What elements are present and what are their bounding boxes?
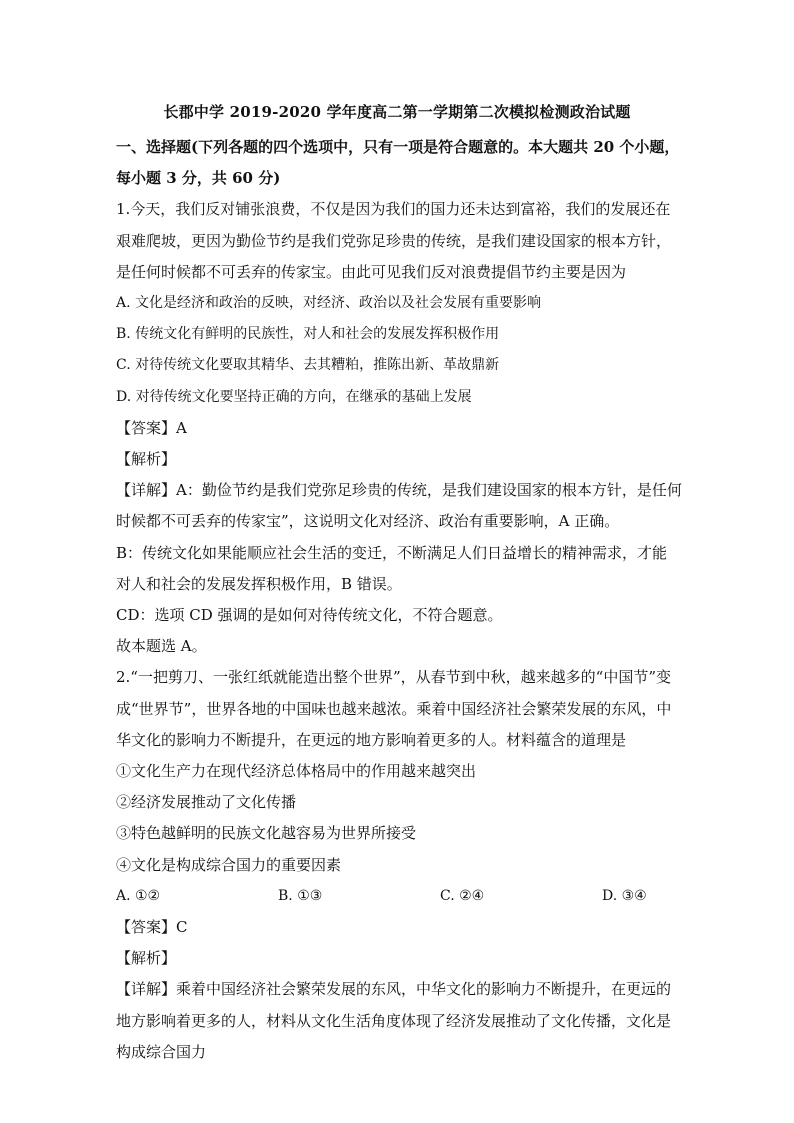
document-body [116,132,682,1068]
statement-item-3: ③特色越鲜明的民族文化越容易为世界所接受 [116,824,417,843]
detail-cd-text: CD：选项 CD 强调的是如何对待传统文化，不符合题意。 [116,606,503,625]
option-c: C. ②④ [440,887,485,904]
analysis-label: 【解析】 [116,949,177,968]
statement-item-1: ①文化生产力在现代经济总体格局中的作用越来越突出 [116,762,477,781]
question-stem: 1.今天，我们反对铺张浪费，不仅是因为我们的国力还未达到富裕，我们的发展还在艰难爬坡，更因为勤俭节约是我们党弥足珍贵的传统，是我们建设国家的根本方针，是任何时候都不可丢弃的传家宝。由此可见我们反对浪费提倡节约主要是因为 [116,200,672,281]
option-c: C. 对待传统文化要取其精华、去其糟粕，推陈出新、革故鼎新 [116,357,500,374]
analysis-label: 【解析】 [116,450,177,469]
option-b: B. ①③ [278,887,323,904]
statement-item-2: ②经济发展推动了文化传播 [116,793,297,812]
question-stem: 2.“一把剪刀、一张红纸就能造出整个世界”，从春节到中秋，越来越多的“中国节”变成“世界节”，世界各地的中国味也越来越浓。乘着中国经济社会繁荣发展的东风，中华文化的影响力不断提升，在更远的地方影响着更多的人。材料蕴含的道理是 [116,668,672,749]
question-2 [116,662,682,1068]
detail-b-text: B：传统文化如果能顺应社会生活的变迁，不断满足人们日益增长的精神需求，才能对人和社会的发展发挥积极作用，B 错误。 [116,543,668,593]
option-a: A. 文化是经济和政治的反映，对经济、政治以及社会发展有重要影响 [116,295,542,312]
answer-label: 【答案】A [116,418,187,437]
option-b: B. 传统文化有鲜明的民族性，对人和社会的发展发挥积极作用 [116,326,500,343]
answer-label: 【答案】C [116,918,188,937]
detail-text: 【详解】A：勤俭节约是我们党弥足珍贵的传统，是我们建设国家的根本方针，是任何时候都不可丢弃的传家宝”，这说明文化对经济、政治有重要影响，A 正确。 [116,481,682,531]
option-a: A. ①② [116,887,161,904]
page-title: 长郡中学 2019-2020 学年度高二第一学期第二次模拟检测政治试题 [163,103,631,121]
options-row [116,881,682,912]
option-d: D. ③④ [602,887,647,904]
question-1 [116,194,682,662]
detail-text: 【详解】乘着中国经济社会繁荣发展的东风，中华文化的影响力不断提升，在更远的地方影响着更多的人，材料从文化生活角度体现了经济发展推动了文化传播，文化是构成综合国力 [116,980,672,1061]
section-heading: 一、选择题(下列各题的四个选项中，只有一项是符合题意的。本大题共 20 个小题，每小题 3 分，共 60 分) [116,138,680,188]
conclusion-text: 故本题选 A。 [116,637,207,656]
statement-item-4: ④文化是构成综合国力的重要因素 [116,855,342,874]
option-d: D. 对待传统文化要坚持正确的方向，在继承的基础上发展 [116,388,472,405]
